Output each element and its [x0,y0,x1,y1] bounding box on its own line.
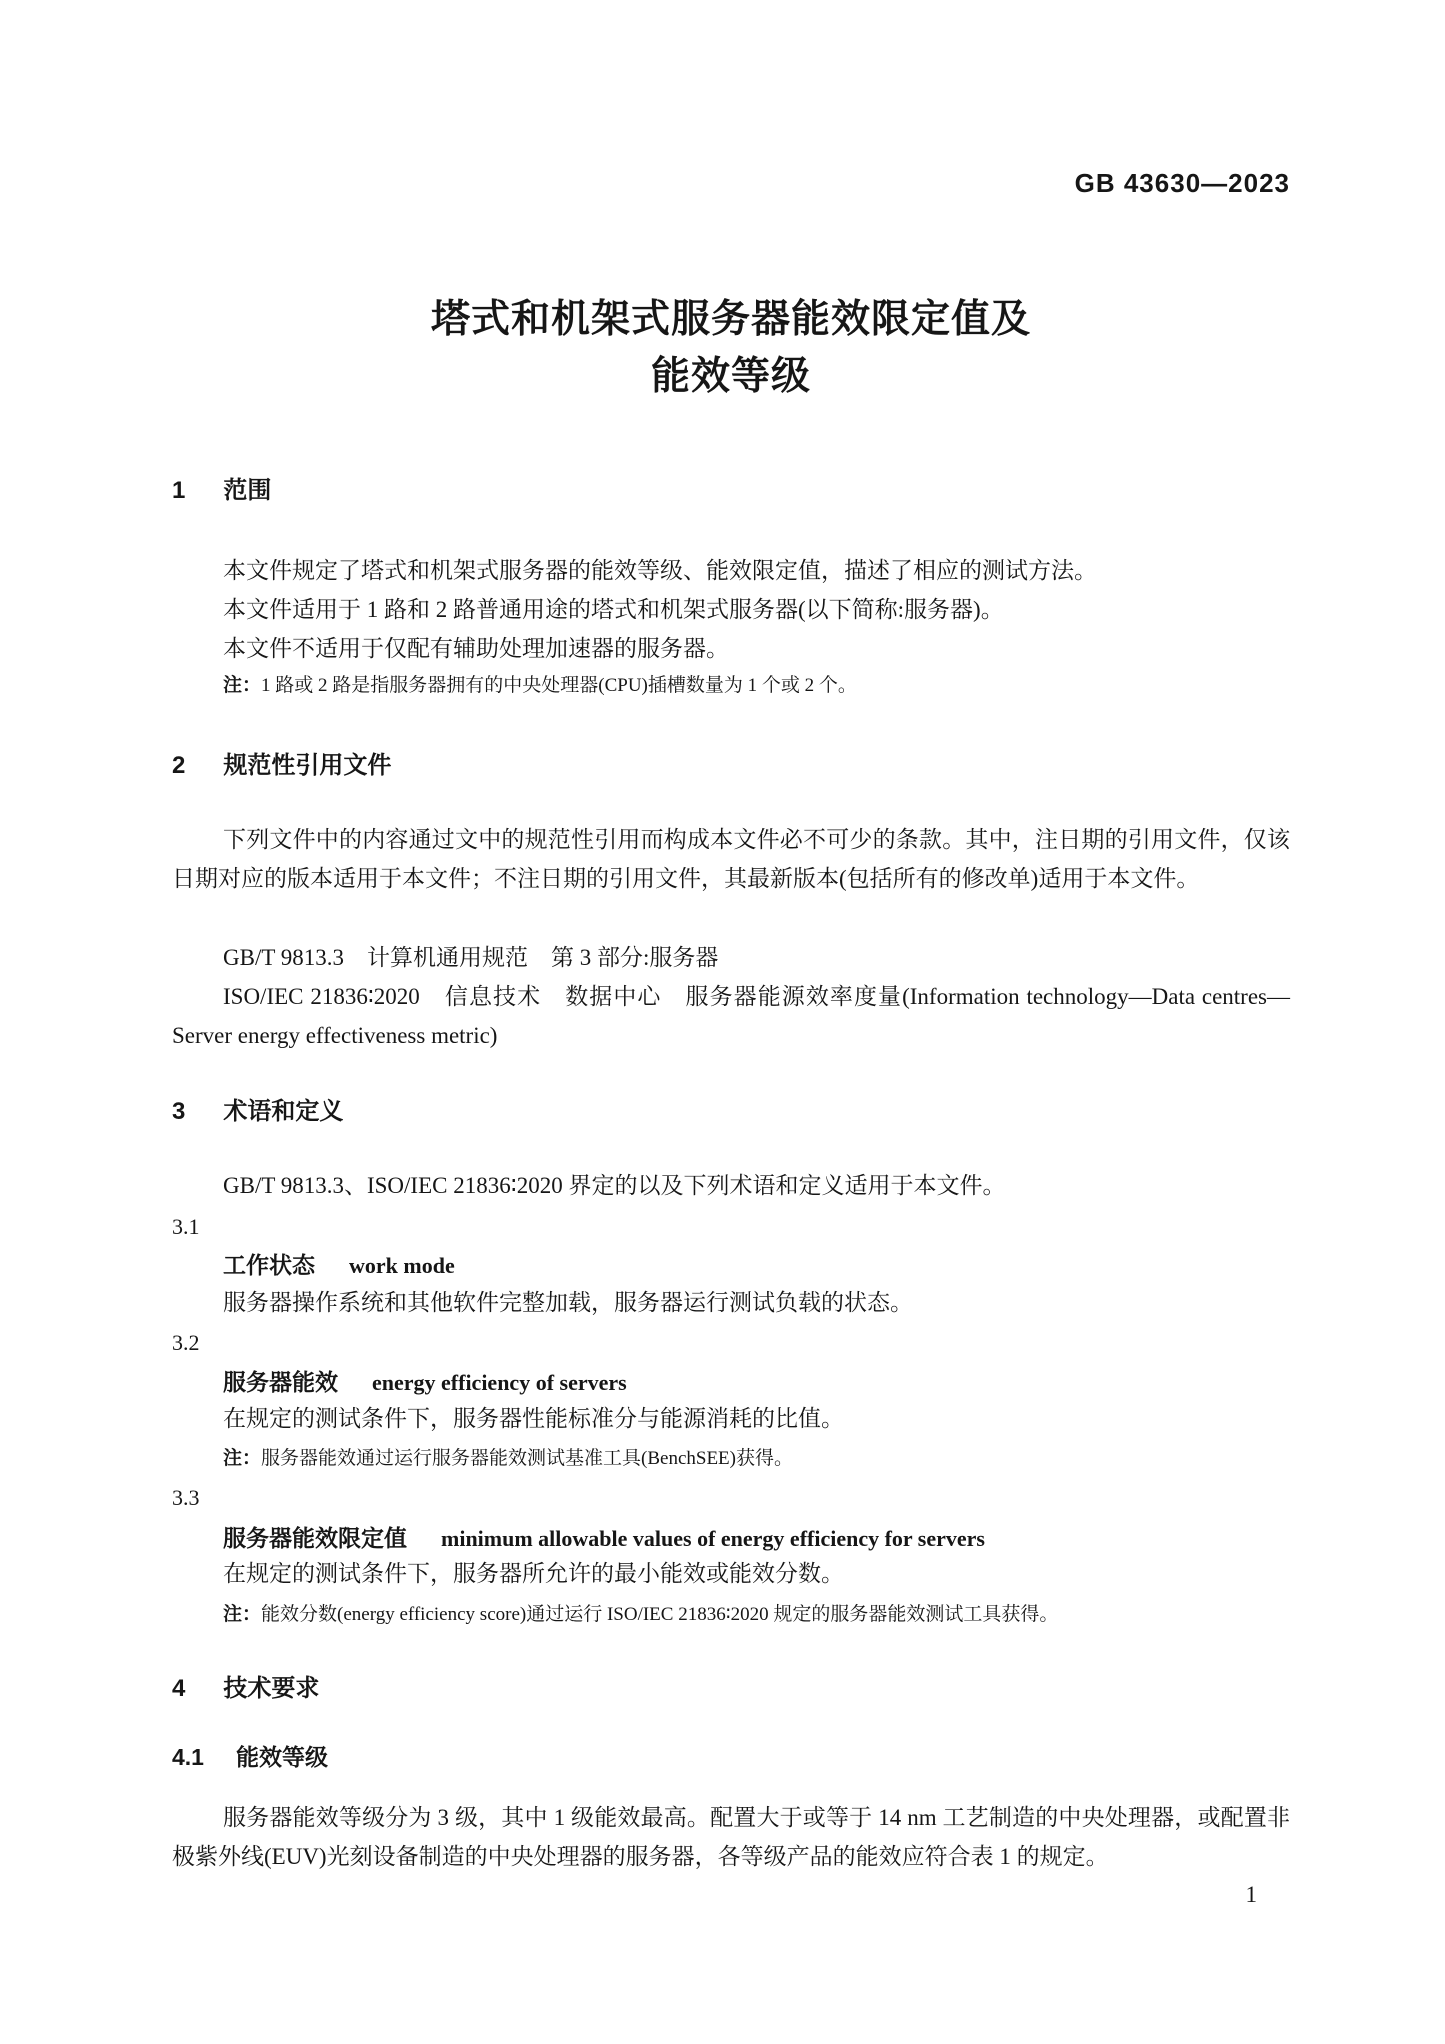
term-3-3-note-label: 注： [223,1604,262,1625]
section-1-paragraphs [172,551,1290,668]
page-number: 1 [1245,1882,1257,1907]
term-3-2-definition-block [172,1399,1290,1438]
section-2-title: 规范性引用文件 [223,752,392,779]
section-1-paragraph-1: 本文件规定了塔式和机架式服务器的能效等级、能效限定值，描述了相应的测试方法。 [223,558,1097,583]
term-3-2-definition: 在规定的测试条件下，服务器性能标准分与能源消耗的比值。 [223,1406,844,1431]
section-4-1-paragraph-block [172,1798,1290,1876]
term-3-3-definition: 在规定的测试条件下，服务器所允许的最小能效或能效分数。 [223,1561,844,1586]
section-1-number: 1 [172,477,186,504]
section-2-heading [172,752,391,780]
term-3-2-note [223,1447,1290,1471]
document-title [172,291,1290,405]
term-3-3-zh: 服务器能效限定值 [223,1525,407,1551]
section-4-title: 技术要求 [223,1675,320,1702]
section-2-intro: 下列文件中的内容通过文中的规范性引用而构成本文件必不可少的条款。其中，注日期的引用文件，仅该日期对应的版本适用于本文件；不注日期的引用文件，其最新版本(包括所有的修改单)适用于本文件。 [172,827,1290,891]
section-3-number: 3 [172,1098,186,1125]
section-4-1-number: 4.1 [172,1744,204,1770]
section-1-title: 范围 [223,477,272,504]
section-1-paragraph-3: 本文件不适用于仅配有辅助处理加速器的服务器。 [223,636,729,661]
section-3-title: 术语和定义 [223,1098,344,1125]
section-3-intro-block [172,1166,1290,1205]
term-3-3-note-text: 能效分数(energy efficiency score)通过运行 ISO/IEC 21836∶2020 规定的服务器能效测试工具获得。 [261,1604,1059,1625]
term-3-1-definition-block [172,1283,1290,1322]
section-1-note-label: 注： [223,675,262,696]
document-title-line2: 能效等级 [650,355,811,398]
section-4-1-paragraph: 服务器能效等级分为 3 级，其中 1 级能效最高。配置大于或等于 14 nm 工艺制造的中央处理器，或配置非极紫外线(EUV)光刻设备制造的中央处理器的服务器，各等级产品的能效应符合表 1 的规定。 [172,1805,1290,1869]
section-4-number: 4 [172,1675,186,1702]
term-3-2-note-label: 注： [223,1448,262,1469]
term-3-3-en: minimum allowable values of energy efficiency for servers [441,1526,985,1551]
section-1-heading [172,477,271,505]
term-3-3-note [223,1603,1290,1627]
section-2-intro-block [172,820,1290,898]
section-3-intro: GB/T 9813.3、ISO/IEC 21836∶2020 界定的以及下列术语和定义适用于本文件。 [223,1173,1006,1198]
section-1-note-text: 1 路或 2 路是指服务器拥有的中央处理器(CPU)插槽数量为 1 个或 2 个。 [261,675,857,696]
section-1-paragraph-2: 本文件适用于 1 路和 2 路普通用途的塔式和机架式服务器(以下简称:服务器)。 [223,597,1004,622]
doc-number: GB 43630—2023 [1074,168,1290,198]
section-2-number: 2 [172,752,186,779]
section-3-heading [172,1098,343,1126]
term-3-3-definition-block [172,1554,1290,1593]
term-3-1-definition: 服务器操作系统和其他软件完整加载，服务器运行测试负载的状态。 [223,1290,913,1315]
term-3-2-en: energy efficiency of servers [372,1370,627,1395]
term-3-2-zh: 服务器能效 [223,1369,338,1395]
term-3-1-number: 3.1 [172,1214,200,1239]
term-3-2-line [223,1367,627,1398]
term-3-1-line [223,1250,455,1281]
reference-iso-21836: ISO/IEC 21836∶2020 信息技术 数据中心 服务器能源效率度量(Information technology—Data centres—Server energy effectiveness metric) [172,984,1290,1048]
term-3-1-zh: 工作状态 [223,1252,315,1278]
term-3-2-note-text: 服务器能效通过运行服务器能效测试基准工具(BenchSEE)获得。 [261,1448,793,1469]
term-3-1-en: work mode [349,1253,455,1278]
reference-gbt-9813: GB/T 9813.3 计算机通用规范 第 3 部分:服务器 [223,945,719,970]
term-3-3-number: 3.3 [172,1485,200,1510]
document-title-line1: 塔式和机架式服务器能效限定值及 [430,298,1031,341]
section-2-references [172,938,1290,1055]
section-4-heading [172,1675,319,1703]
section-4-1-heading [172,1744,328,1771]
section-4-1-title: 能效等级 [235,1744,328,1770]
section-1-note [223,674,1290,698]
term-3-3-line [223,1523,985,1554]
term-3-2-number: 3.2 [172,1330,200,1355]
